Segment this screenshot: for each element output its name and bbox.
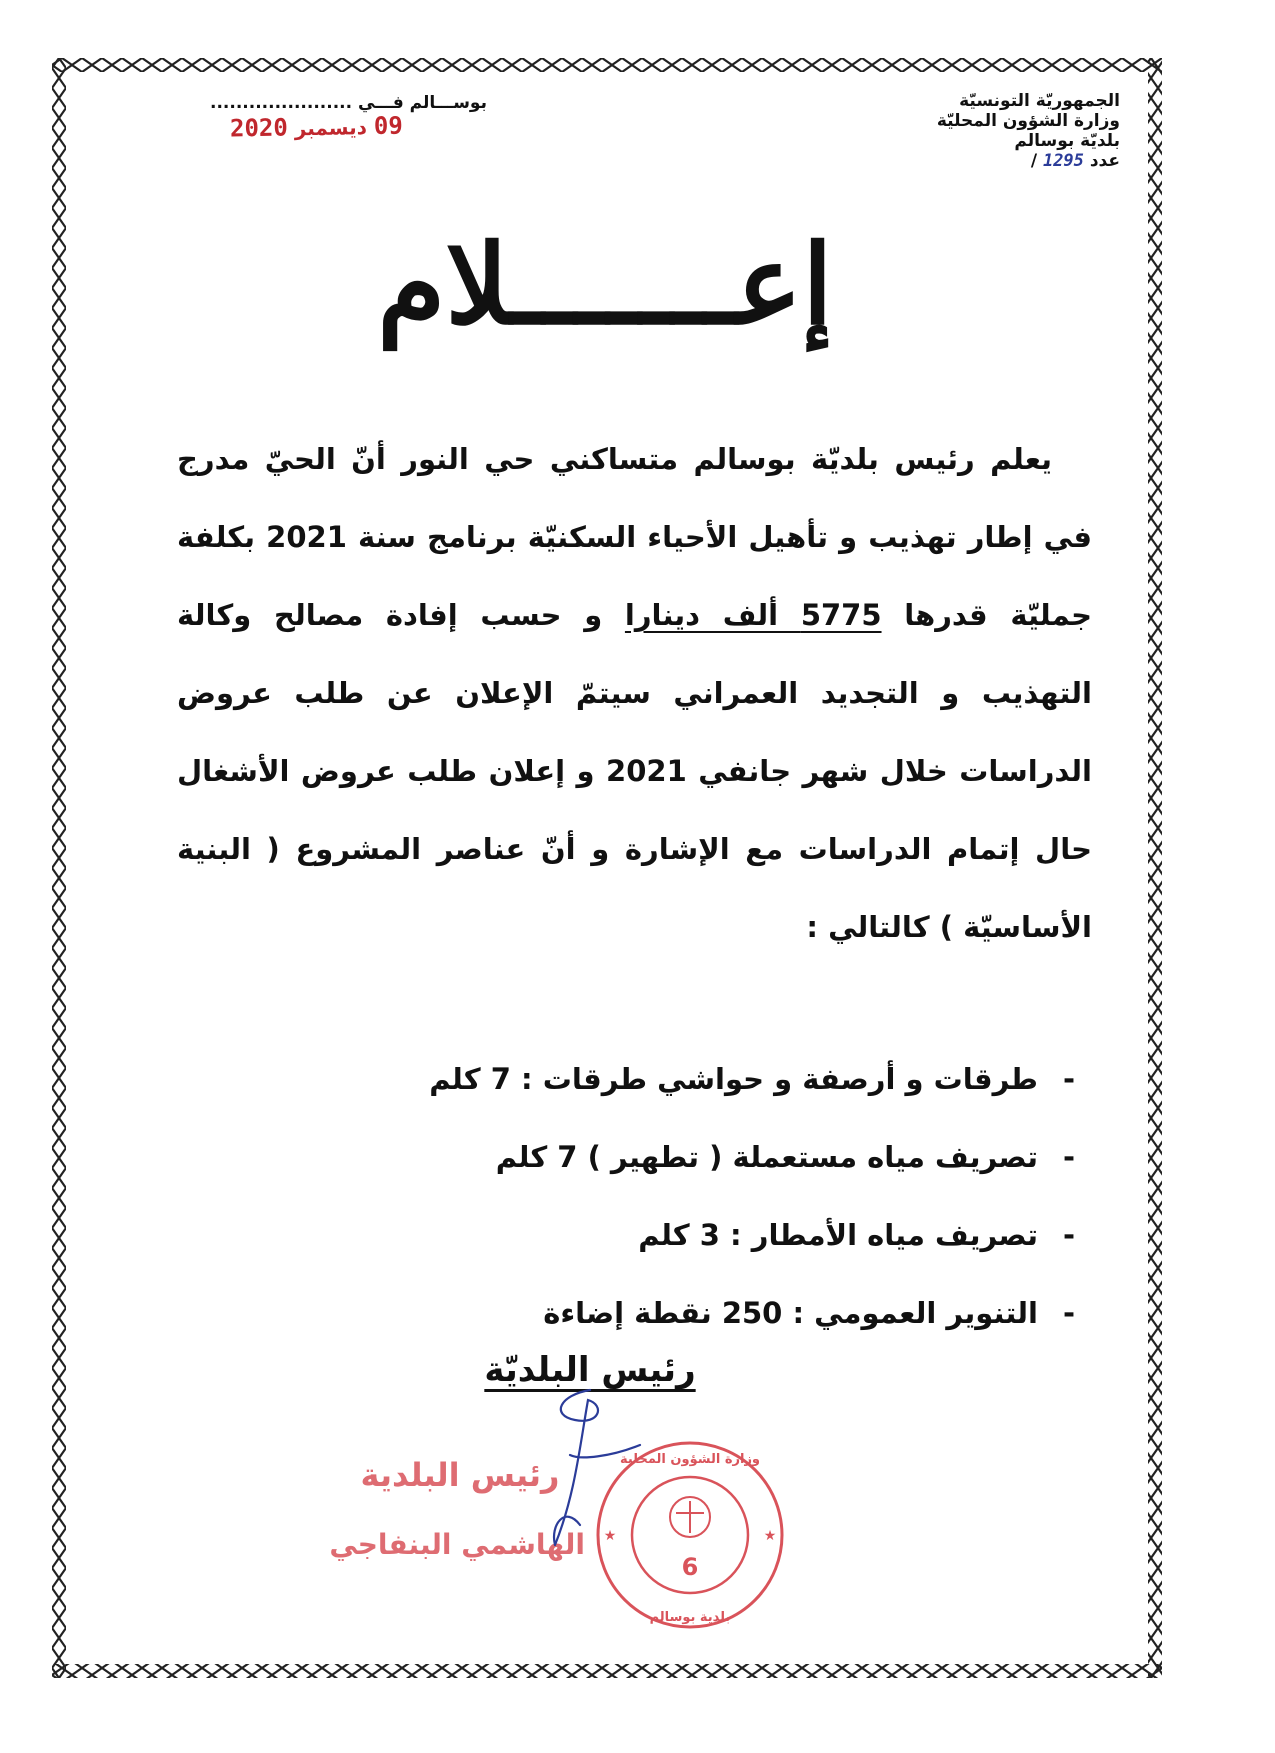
signature-icon — [520, 1385, 660, 1555]
bullet-dash: - — [1062, 1296, 1076, 1330]
municipality-name: بلديّة بوسالم — [1014, 131, 1120, 151]
list-item — [200, 1118, 1100, 1196]
bullet-dash: - — [1062, 1140, 1076, 1174]
ministry-name: وزارة الشؤون المحليّة — [936, 111, 1120, 131]
date-stamp-day: 09 — [373, 111, 404, 140]
reference-prefix: عدد — [1089, 151, 1120, 171]
body-line-3-after: و حسب إفادة مصالح — [273, 598, 603, 632]
seal-bottom-text: بلدية بوسالم — [649, 1610, 731, 1625]
place-date-line: بوســـالم فـــي ...................... — [210, 93, 487, 113]
name-stamp-role: رئيس البلدية — [360, 1456, 560, 1494]
bullet-dash: - — [1062, 1062, 1076, 1096]
body-line-7: ( البنية الأساسيّة ) كالتالي : — [177, 832, 1092, 944]
body-line-3-before: بكلفة جمليّة قدرها — [177, 520, 1092, 632]
document-page — [80, 85, 1130, 1655]
date-stamp-year: 2020 — [229, 113, 289, 143]
document-title: إعـــــــلام — [377, 220, 833, 349]
list-item-text: التنوير العمومي : 250 نقطة إضاءة — [543, 1296, 1038, 1330]
list-item-text: طرقات و أرصفة و حواشي طرقات : 7 كلم — [429, 1062, 1038, 1096]
svg-text:★: ★ — [763, 1528, 777, 1544]
list-item — [200, 1274, 1100, 1352]
signatory-title: رئيس البلديّة — [484, 1350, 696, 1390]
list-item — [200, 1196, 1100, 1274]
date-stamp — [230, 111, 403, 142]
list-item-text: تصريف مياه مستعملة ( تطهير ) 7 كلم — [495, 1140, 1038, 1174]
body-line-1: يعلم رئيس بلديّة بوسالم متساكني حي النور أنّ الحيّ — [264, 442, 1052, 476]
body-line-4: وكالة التهذيب و التجديد العمراني سيتمّ الإعلان عن طلب عروض — [177, 598, 1092, 710]
date-stamp-month: ديسمبر — [294, 115, 368, 141]
letterhead — [937, 91, 1120, 171]
list-item — [200, 1040, 1100, 1118]
list-item-text: تصريف مياه الأمطار : 3 كلم — [638, 1218, 1038, 1252]
body-line-5: الدراسات خلال شهر جانفي 2021 و إعلان طلب عروض الأشغال — [177, 754, 1092, 788]
announcement-body — [177, 420, 1092, 966]
reference-value: 1295 — [1042, 151, 1084, 171]
reference-suffix: / — [1030, 151, 1038, 171]
country-name: الجمهوريّة التونسيّة — [959, 91, 1120, 111]
project-cost: 5775 ألف دينارا — [624, 598, 882, 632]
seal-top-text: وزارة الشؤون المحلية — [619, 1452, 761, 1467]
body-line-6: حال إتمام الدراسات مع الإشارة و أنّ عناصر المشروع — [295, 832, 1092, 866]
name-stamp-name: الهاشمي البنفاجي — [329, 1528, 585, 1561]
bullet-dash: - — [1062, 1218, 1076, 1252]
reference-number — [937, 151, 1120, 171]
seal-number: 6 — [681, 1553, 699, 1581]
svg-text:★: ★ — [603, 1528, 617, 1544]
project-items-list — [200, 1040, 1100, 1352]
body-line-2: مدرج في إطار تهذيب و تأهيل الأحياء السكنيّة برنامج سنة 2021 — [177, 442, 1092, 554]
